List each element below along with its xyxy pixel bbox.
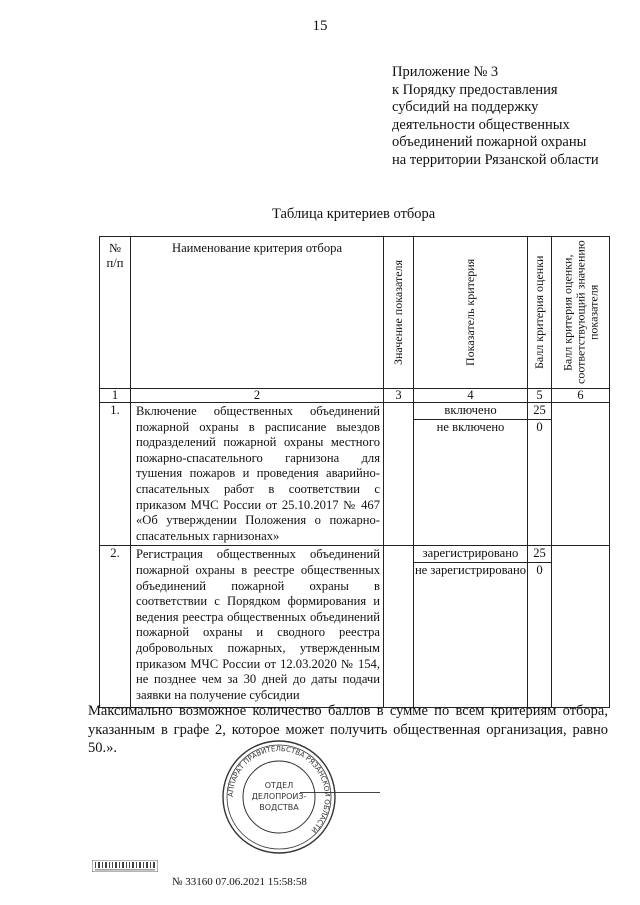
header-score-match: Балл критерия оценки, соответствующий значению показателя <box>552 237 610 389</box>
appendix-line: объединений пожарной охраны <box>392 134 587 151</box>
header-score: Балл критерия оценки <box>528 237 552 389</box>
stamp-ring-text: АППАРАТ ПРАВИТЕЛЬСТВА РЯЗАНСКОЙ ОБЛАСТИ <box>226 744 332 835</box>
indicator-cell <box>414 403 528 546</box>
header-criterion-name: Наименование критерия отбора <box>131 237 384 389</box>
criterion-text: Включение общественных объединений пожарной охраны в расписание выездов подразделений пожарной охраны местного пожарно-спасательного гарнизона для тушения пожаров и проведения аварийно-спасательных работ в соответствии с приказом МЧС России от 25.10.2017 № 467 «Об утверждении Положения о пожарно-спасательных гарнизонах» <box>131 403 384 546</box>
score-option: 0 <box>536 562 543 577</box>
column-number: 4 <box>414 389 528 403</box>
row-number: 1. <box>100 403 131 546</box>
appendix-line: на территории Рязанской области <box>392 151 599 168</box>
indicator-option: зарегистрировано <box>414 546 527 562</box>
column-number: 2 <box>131 389 384 403</box>
table-row <box>100 403 610 546</box>
indicator-option: включено <box>414 403 527 419</box>
criteria-table <box>99 236 610 708</box>
stamp-line: ОТДЕЛ <box>264 781 294 790</box>
row-number: 2. <box>100 546 131 708</box>
stamp-line: ВОДСТВА <box>259 803 299 812</box>
barcode-icon <box>92 860 158 872</box>
header-num: № п/п <box>100 237 131 389</box>
score-cell <box>528 403 552 546</box>
appendix-line: к Порядку предоставления <box>392 81 558 98</box>
column-number-row <box>100 389 610 403</box>
score-option: 25 <box>528 403 551 419</box>
column-number: 3 <box>384 389 414 403</box>
header-value: Значение показателя <box>384 237 414 389</box>
stamp-line: ДЕЛОПРОИЗ- <box>251 792 307 801</box>
stamp-seal <box>220 738 338 856</box>
score-cell <box>528 546 552 708</box>
column-number: 1 <box>100 389 131 403</box>
document-id: № 33160 07.06.2021 15:58:58 <box>172 876 307 888</box>
indicator-option: не зарегистрировано <box>414 562 527 577</box>
score-option: 25 <box>528 546 551 562</box>
footer-text: Максимально возможное количество баллов в сумме по всем критериям отбора, указанным в графе 2, которое может получить общественная организация, равно 50.». <box>88 703 608 756</box>
column-number: 6 <box>552 389 610 403</box>
indicator-cell <box>414 546 528 708</box>
appendix-line: деятельности общественных <box>392 116 570 133</box>
column-number: 5 <box>528 389 552 403</box>
appendix-block <box>392 64 632 170</box>
table-title: Таблица критериев отбора <box>272 206 436 222</box>
score-match-cell <box>552 403 610 546</box>
page-number: 15 <box>312 18 328 34</box>
score-match-cell <box>552 546 610 708</box>
appendix-line: субсидий на поддержку <box>392 99 539 116</box>
table-row <box>100 546 610 708</box>
score-option: 0 <box>536 419 543 434</box>
appendix-line: Приложение № 3 <box>392 64 499 80</box>
criterion-text: Регистрация общественных объединений пожарной охраны в реестре общественных объединений пожарной охраны в соответствии с Порядком формирования и ведения реестра общественных объединений пожарной охраны и сводного реестра добровольных пожарных, утвержденным приказом МЧС России от 12.03.2020 № 154, не позднее чем за 30 дней до даты подачи заявки на получение субсидии <box>131 546 384 708</box>
header-indicator: Показатель критерия <box>414 237 528 389</box>
header-row <box>100 237 610 389</box>
value-cell <box>384 403 414 546</box>
indicator-option: не включено <box>436 419 505 434</box>
value-cell <box>384 546 414 708</box>
